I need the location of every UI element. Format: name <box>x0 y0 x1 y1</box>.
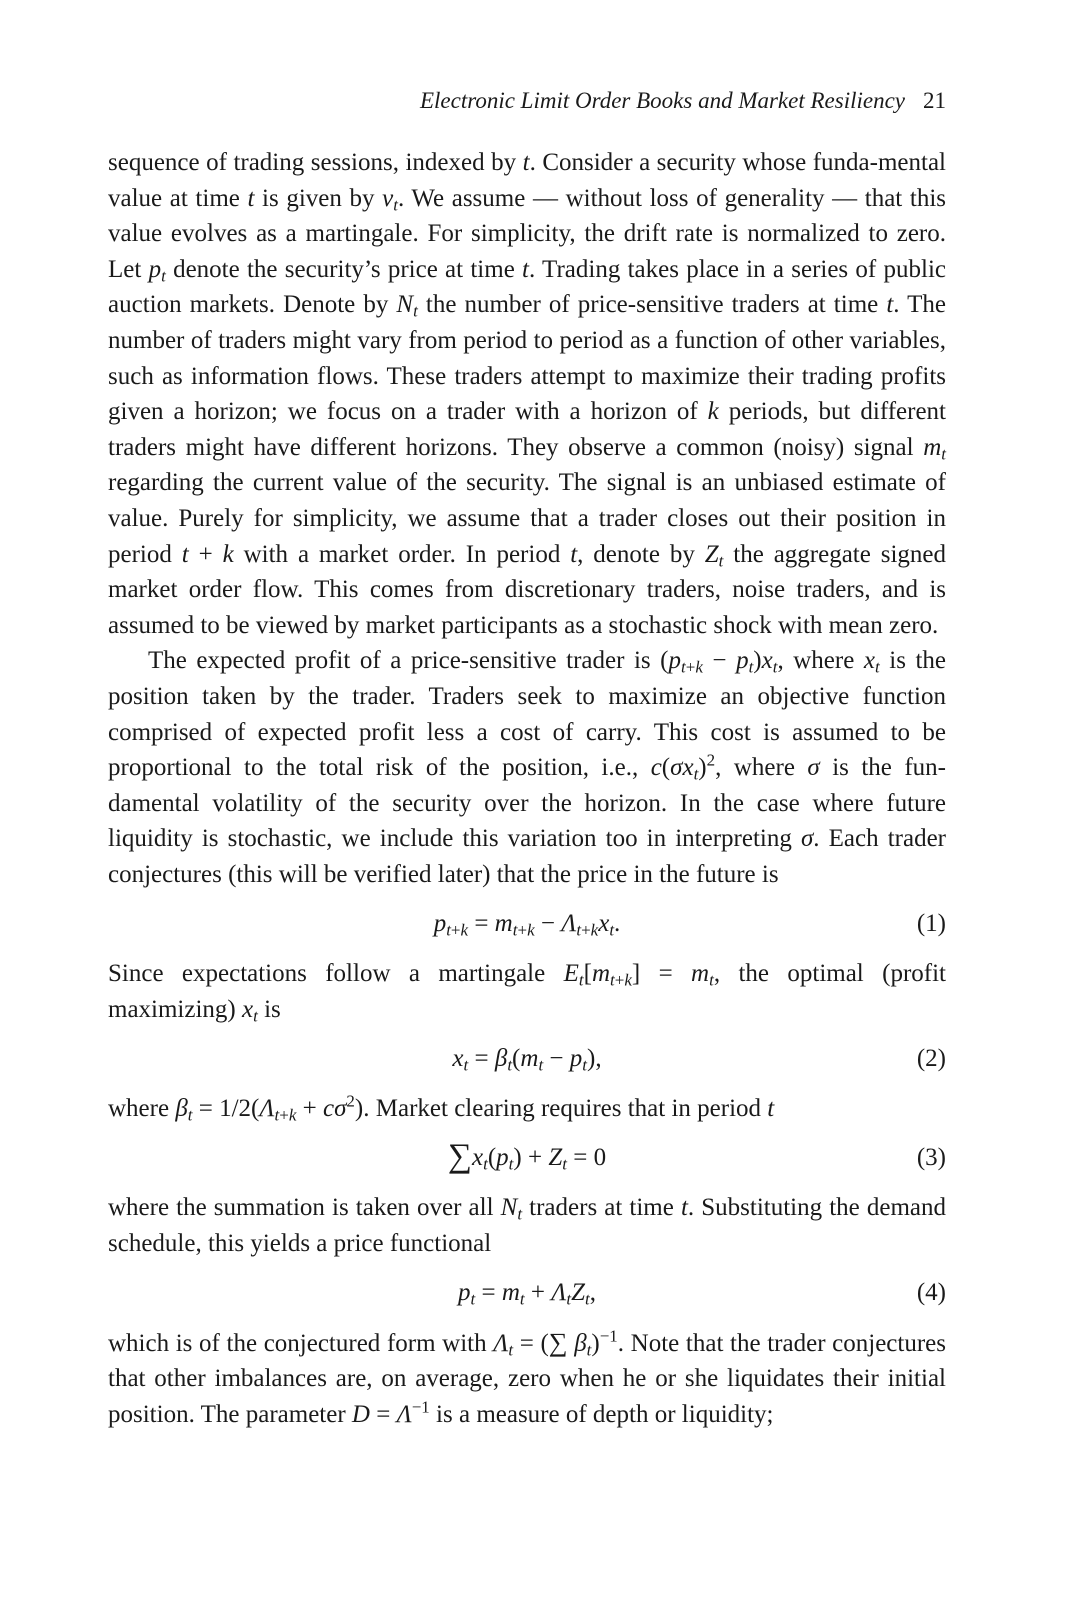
body-text <box>108 145 946 1433</box>
paragraph-5: where the summation is taken over all $N_t$ traders at time t. Substituting the demand schedule, this yields a price functional <box>108 1194 946 1257</box>
paragraph-2: The expected profit of a price-sensitive trader is $(p_{t+k} - p_t)x_t$, where $x_t$ is the position taken by the trader. Traders seek to maximize an objective function comprised of expected profit less a cost of carry. This cost is assumed to be proportional to the total risk of the position, i.e., $c(\sigma x_t)^2$, where σ is the fun-damental volatility of the security over the horizon. In the case where future liquidity is stochastic, we include this variation too in interpreting σ. Each trader conjectures (this will be verified later) that the price in the future is <box>108 647 947 888</box>
equation-2-expression: $x_t = \beta_t(m_t - p_t)$, <box>452 1045 602 1075</box>
equation-2-number: (2) <box>916 1045 946 1073</box>
paragraph-3: Since expectations follow a martingale $E_t[m_{t+k}] = m_t$, the optimal (profit maximizing) $x_t$ is <box>108 960 946 1025</box>
paragraph-4: where $\beta_t = 1/2(\Lambda_{t+k} + c\sigma^2)$. Market clearing requires that in period t <box>108 1091 775 1125</box>
running-header <box>108 86 946 116</box>
equation-2 <box>108 1041 946 1077</box>
equation-3-expression: $\sum x_t(p_t) + Z_t = 0$ <box>447 1138 607 1176</box>
paragraph-6: which is of the conjectured form with $\Lambda_t$ = (∑ $\beta_t)^{-1}$. Note that the trader conjectures that other imbalances are, on average, zero when he or she liquidates their initial position. The parameter $D = \Lambda^{-1}$ is a measure of depth or liquidity; <box>108 1326 946 1428</box>
running-title: Electronic Limit Order Books and Market Resiliency <box>419 88 905 113</box>
equation-4 <box>108 1275 946 1311</box>
equation-3-number: (3) <box>916 1144 946 1172</box>
paragraph-1: sequence of trading sessions, indexed by t. Consider a security whose funda-mental value at time t is given by $v_t$. We assume — without loss of generality — that this value evolves as a martingale. For simplicity, the drift rate is normalized to zero. Let $p_t$ denote the security’s price at time t. Trading takes place in a series of public auction markets. Denote by $N_t$ the number of price-sensitive traders at time t. The number of traders might vary from period to period as a function of other variables, such as information flows. These traders attempt to maximize their trading profits given a horizon; we focus on a trader with a horizon of k periods, but different traders might have different horizons. They observe a common (noisy) signal $m_t$ regarding the current value of the security. The signal is an unbiased estimate of value. Purely for simplicity, we assume that a trader closes out their position in period t + k with a market order. In period t, denote by $Z_t$ the aggregate signed market order flow. This comes from discretionary traders, noise traders, and is assumed to be viewed by market participants as a stochastic shock with mean zero. <box>108 149 947 639</box>
page-number: 21 <box>923 88 946 113</box>
equation-4-number: (4) <box>916 1279 946 1307</box>
equation-3 <box>108 1140 946 1176</box>
equation-1-expression: $p_{t+k} = m_{t+k} - \Lambda_{t+k}x_t$. <box>433 910 621 940</box>
equation-1 <box>108 906 946 942</box>
equation-4-expression: $p_t = m_t + \Lambda_tZ_t$, <box>458 1279 596 1309</box>
equation-1-number: (1) <box>916 910 946 938</box>
